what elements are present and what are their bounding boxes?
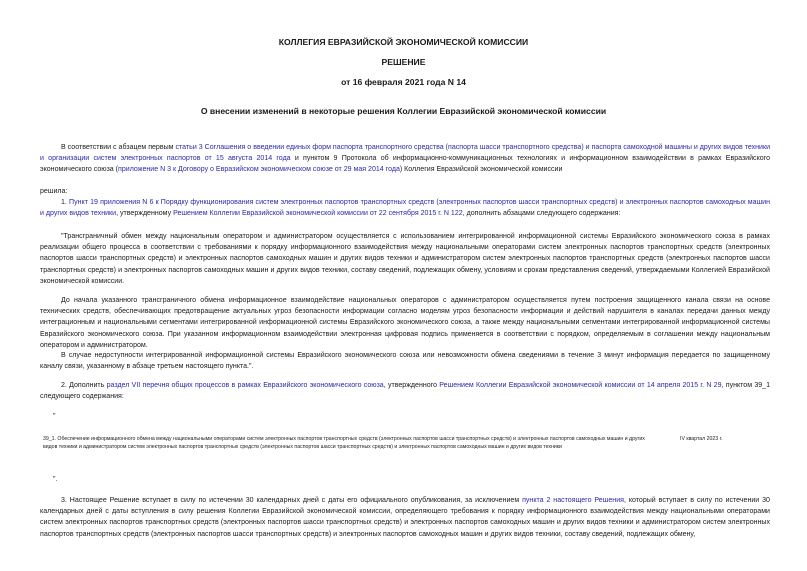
header-org: КОЛЛЕГИЯ ЕВРАЗИЙСКОЙ ЭКОНОМИЧЕСКОЙ КОМИССИИ [278, 37, 529, 47]
item-2-text-2: , пунктом 39_1 следующего содержания: [40, 382, 771, 401]
quote-close-mark: ". [53, 476, 58, 483]
item-2-text-0: 2. Дополнить [61, 382, 107, 389]
link-treaty-annex-3[interactable]: приложение N 3 к Договору о Евразийском экономическом союзе от 29 мая 2014 года [118, 166, 400, 174]
preamble-text-3: ) Коллегия Евразийской экономической комиссии [399, 166, 563, 174]
item-1-text-2: , дополнить абзацами следующего содержания: [462, 210, 621, 218]
link-item-19-annex-6[interactable]: Пункт 19 приложения N 6 к Порядку функционирования систем электронных паспортов транспортных средств (электронных паспортов шасси транспортных средств) и электронных паспортов самоходных машин и других видов техники [40, 199, 770, 218]
link-decision-122[interactable]: Решением Коллегии Евразийской экономической комиссии от 22 сентября 2015 г. N 122 [173, 210, 463, 218]
preamble-paragraph [40, 142, 770, 176]
item-2-text-1: , утвержденного [383, 382, 440, 389]
header-doc-type: РЕШЕНИЕ [381, 57, 426, 67]
table-row-39-1-text: 39_1. Обеспечение информационного обмена между национальными операторами систем электронных паспортов транспортных средств (электронных паспортов шасси транспортных средств) и электронных паспортов самоходных машин и других видов техники и администратором систем электронных паспортов транспортных средств (электронных паспортов шасси транспортных средств) и электронных паспортов самоходных машин и других видов техники [43, 436, 645, 450]
preamble-text-2: и пунктом 9 Протокола об информационно-коммуникационных технологиях и информационном взаимодействии в рамках Евразийского экономического союза ( [40, 155, 770, 174]
item-1-number: 1. [61, 199, 70, 206]
paragraph-2: До начала указанного трансграничного обмена информационное взаимодействие национальных операторов с администратором осуществляется путем построения защищенного канала связи на основе технических средств, обеспечивающих предотвращение актуальных угроз безопасности информации согласно моделям угроз безопасности информации и действий нарушителя в каналах передачи данных между интеграционным и национальными сегментами интегрированной информационной системы Евразийского экономического союза, а также между национальными сегментами интегрированной информационной системы Евразийского экономического союза. При указанном информационном взаимодействии электронная цифровая подпись применяется в соответствии с порядком, определяемым в соглашении между национальным оператором и администратором. [40, 297, 770, 349]
item-1-paragraph [40, 197, 770, 219]
link-decision-29[interactable]: Решением Коллегии Евразийской экономической комиссии от 14 апреля 2015 г. N 29 [439, 382, 722, 389]
link-item-2-this-decision[interactable]: пункта 2 настоящего Решения [522, 497, 624, 504]
quote-open-mark: " [53, 413, 56, 420]
table-row-39-1-term: IV квартал 2023 г. [680, 436, 723, 442]
preamble-text-1: В соответствии с абзацем первым [61, 144, 176, 151]
item-3-paragraph [40, 495, 770, 540]
item-2-paragraph [40, 380, 770, 402]
link-section-vii-list[interactable]: раздел VII перечня общих процессов в рамках Евразийского экономического союза [106, 382, 384, 389]
document-title: О внесении изменений в некоторые решения Коллегии Евразийской экономической комиссии [200, 106, 607, 116]
decided-label: решила: [40, 188, 68, 195]
item-1-text-1: , утвержденному [116, 210, 174, 218]
paragraph-3: В случае недоступности интегрированной информационной системы Евразийского экономического союза или невозможности обмена сведениями в течение 3 минут информация передается по защищенному каналу связи, указанному в абзаце третьем настоящего пункта.". [40, 352, 770, 371]
link-agreement-article-3[interactable]: статьи 3 Соглашения о введении единых форм паспорта транспортного средства (паспорта шасси транспортного средства) и паспорта самоходной машины и других видов техники и организации систем электронных паспортов от 15 августа 2014 года [40, 144, 770, 163]
header-date-number: от 16 февраля 2021 года N 14 [341, 77, 466, 87]
item-3-text-1: 3. Настоящее Решение вступает в силу по истечении 30 календарных дней с даты его официального опубликования, за исключением [61, 497, 523, 504]
quote-paragraph-1: "Трансграничный обмен между национальным оператором и администратором осуществляется с использованием интегрированной информационной системы Евразийского экономического союза в рамках реализации общего процесса в соответствии с требованиями к порядку информационного взаимодействия между национальными операторами систем электронных паспортов транспортных средств (электронных паспортов шасси транспортных средств) и электронных паспортов самоходных машин и других видов техники и администратором систем электронных паспортов транспортных средств (электронных паспортов шасси транспортных средств) и электронных паспортов самоходных машин и других видов техники, составу сведений, подлежащих обмену, условиям и срокам представления сведений, утверждаемыми Коллегией Евразийской экономической комиссии. [40, 233, 770, 285]
item-3-text-2: , который вступает в силу по истечении 30 календарных дней с даты вступления в силу решения Коллегии Евразийской экономической комиссии, определяющего требования к порядку информационного взаимодействия между национальными операторами систем электронных паспортов транспортных средств (электронных паспортов шасси транспортных средств) и электронных паспортов самоходных машин и других видов техники и администратором систем электронных паспортов транспортных средств (электронных паспортов шасси транспортных средств) и электронных паспортов самоходных машин и других видов техники, составу сведений, подлежащих обмену, [40, 497, 770, 538]
